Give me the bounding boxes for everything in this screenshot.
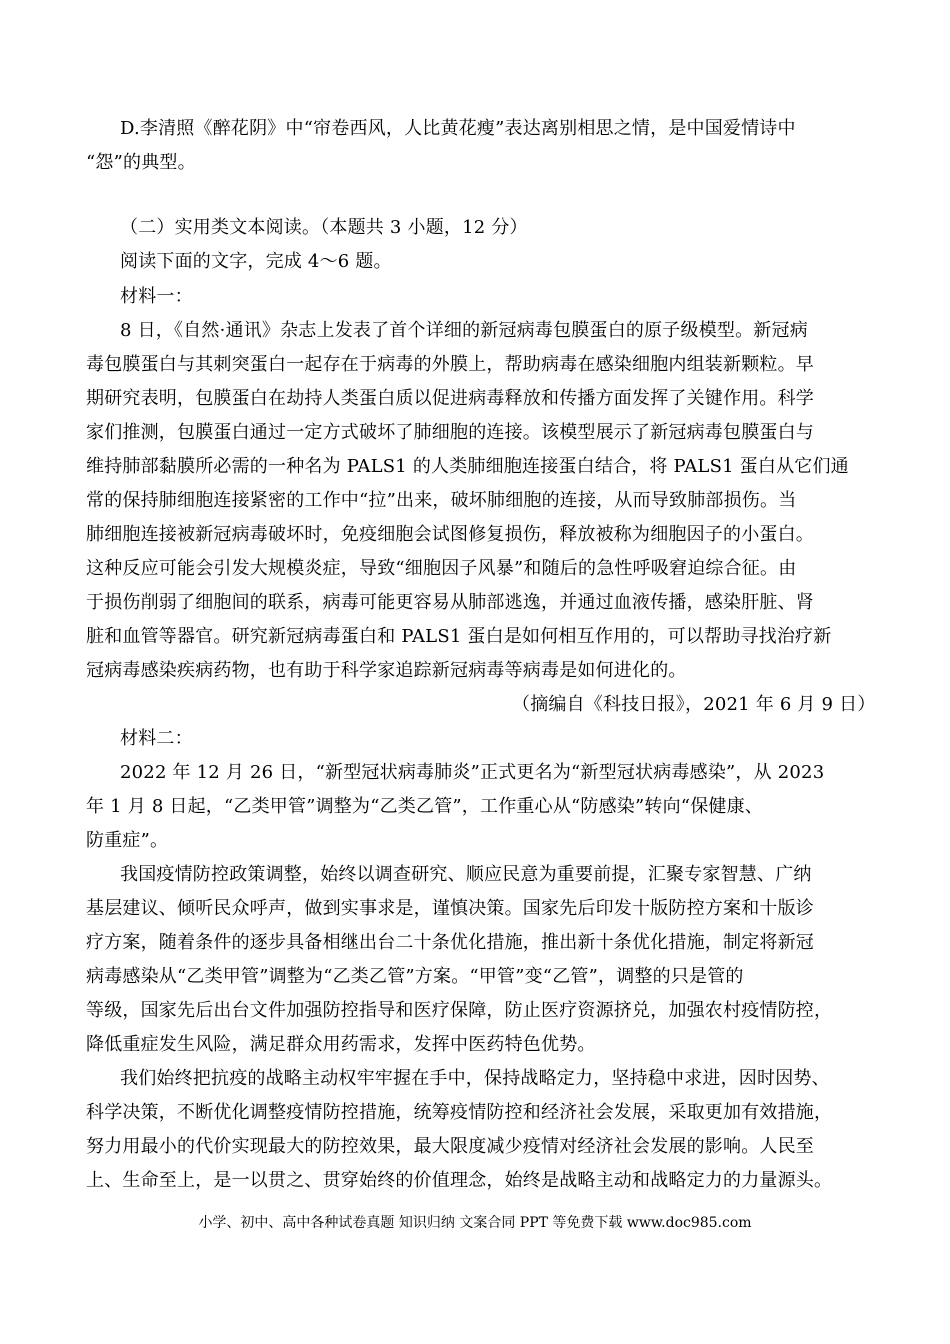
option-d-line-2: “怨”的典型。 [86,152,196,173]
material-one-line: 8 日，《自然·通讯》杂志上发表了首个详细的新冠病毒包膜蛋白的原子级模型。新冠病 [120,320,808,341]
section-heading: （二）实用类文本阅读。（本题共 3 小题，12 分） [120,217,528,238]
material-two-line: 我们始终把抗疫的战略主动权牢牢握在手中，保持战略定力，坚持稳中求进，因时因势、 [120,1068,830,1089]
material-two-line: 防重症”。 [86,830,169,851]
material-two-line: 我国疫情防控政策调整，始终以调查研究、顺应民意为重要前提，汇聚专家智慧、广纳 [120,864,812,885]
material-two-heading: 材料二： [120,728,193,749]
material-one-line: 这种反应可能会引发大规模炎症，导致“细胞因子风暴”和随后的急性呼吸窘迫综合征。由 [86,558,797,579]
page-footer: 小学、初中、高中各种试卷真题 知识归纳 文案合同 PPT 等免费下载 www.doc985.com [198,1215,752,1231]
material-one-line: 冠病毒感染疾病药物，也有助于科学家追踪新冠病毒等病毒是如何进化的。 [86,660,687,681]
material-two-line: 科学决策，不断优化调整疫情防控措施，统筹疫情防控和经济社会发展，采取更加有效措施， [86,1102,833,1123]
material-two-line: 疗方案，随着条件的逐步具备相继出台二十条优化措施，推出新十条优化措施，制定将新冠 [86,932,814,953]
material-two-line: 努力用最小的代价实现最大的防控效果，最大限度减少疫情对经济社会发展的影响。人民至 [86,1136,814,1157]
material-two-line: 降低重症发生风险，满足群众用药需求，发挥中医药特色优势。 [86,1034,596,1055]
material-one-line: 常的保持肺细胞连接紧密的工作中“拉”出来，破坏肺细胞的连接，从而导致肺部损伤。当 [86,490,797,511]
material-one-line: 肺细胞连接被新冠病毒破坏时，免疫细胞会试图修复损伤，释放被称为细胞因子的小蛋白。 [86,524,814,545]
material-one-line: 家们推测，包膜蛋白通过一定方式破坏了肺细胞的连接。该模型展示了新冠病毒包膜蛋白与 [86,422,814,443]
material-two-line: 年 1 月 8 日起，“乙类甲管”调整为“乙类乙管”，工作重心从“防感染”转向“保健康、 [86,796,764,817]
source-citation: （摘编自《科技日报》，2021 年 6 月 9 日） [512,694,876,715]
material-two-line: 基层建议、倾听民众呼声，做到实事求是，谨慎决策。国家先后印发十版防控方案和十版诊 [86,898,814,919]
option-d-line-1: D.李清照《醉花阴》中“帘卷西风，人比黄花瘦”表达离别相思之情，是中国爱情诗中 [120,118,796,139]
material-two-line: 上、生命至上，是一以贯之、贯穿始终的价值理念，始终是战略主动和战略定力的力量源头。 [86,1170,833,1191]
material-one-heading: 材料一： [120,286,193,307]
material-one-line: 于损伤削弱了细胞间的联系，病毒可能更容易从肺部逃逸，并通过血液传播，感染肝脏、肾 [86,592,814,613]
material-two-line: 等级，国家先后出台文件加强防控指导和医疗保障，防止医疗资源挤兑，加强农村疫情防控， [86,1000,833,1021]
material-two-line: 病毒感染从“乙类甲管”调整为“乙类乙管”方案。“甲管”变“乙管”，调整的只是管的 [86,966,744,987]
material-one-line: 期研究表明，包膜蛋白在劫持人类蛋白质以促进病毒释放和传播方面发挥了关键作用。科学 [86,388,814,409]
material-one-line: 毒包膜蛋白与其刺突蛋白一起存在于病毒的外膜上，帮助病毒在感染细胞内组装新颗粒。早 [86,354,814,375]
material-two-line: 2022 年 12 月 26 日，“新型冠状病毒肺炎”正式更名为“新型冠状病毒感染”，从 2023 [120,762,825,783]
instruction: 阅读下面的文字，完成 4～6 题。 [120,251,392,272]
material-one-line: 脏和血管等器官。研究新冠病毒蛋白和 PALS1 蛋白是如何相互作用的，可以帮助寻找治疗新 [86,626,832,647]
material-one-line: 维持肺部黏膜所必需的一种名为 PALS1 的人类肺细胞连接蛋白结合，将 PALS1 蛋白从它们通 [86,456,849,477]
